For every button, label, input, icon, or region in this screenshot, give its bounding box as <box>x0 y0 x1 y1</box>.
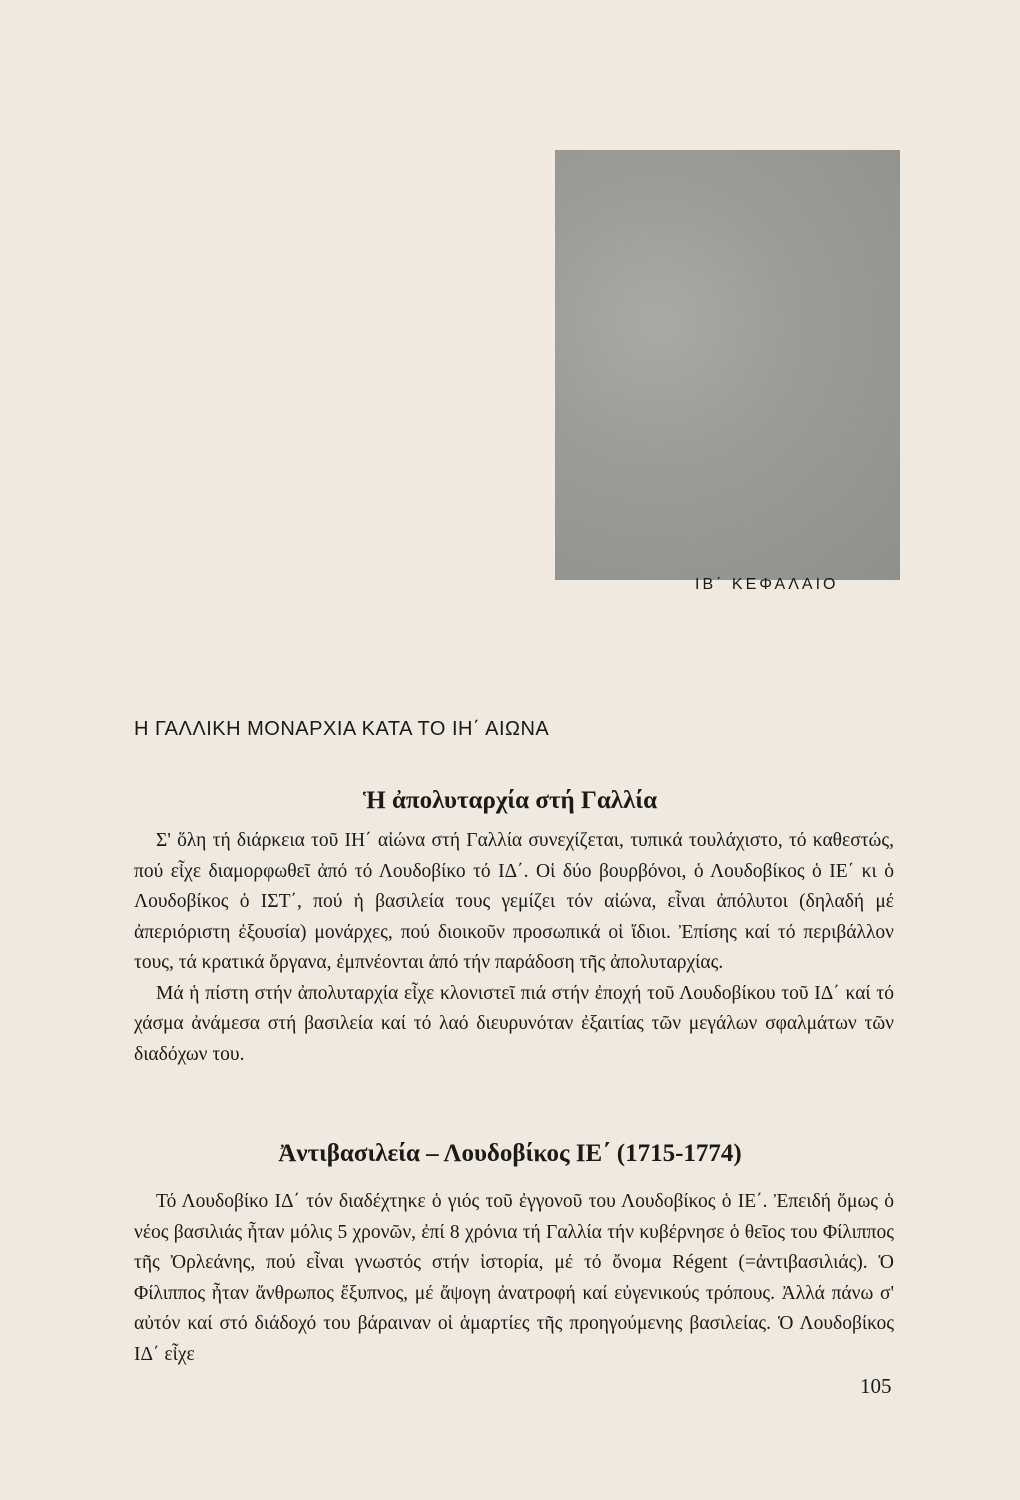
text-block-absolutism <box>134 826 894 1070</box>
page-number: 105 <box>860 1374 892 1398</box>
photo-placeholder <box>555 150 900 580</box>
subheading-regency: Ἀντιβασιλεία – Λουδοβίκος ΙΕ΄ (1715-1774) <box>278 1140 742 1167</box>
paragraph: Τό Λουδοβίκο ΙΔ΄ τόν διαδέχτηκε ὁ γιός τοῦ ἐγγονοῦ του Λουδοβίκος ὁ ΙΕ΄. Ἐπειδή ὅμως ὁ νέος βασιλιάς ἦταν μόλις 5 χρονῶν, ἐπί 8 χρόνια τή Γαλλία τήν κυβέρνησε ὁ θεῖος του Φίλιππος τῆς Ὀρλεάνης, πού εἶναι γνωστός στήν ἱστορία, μέ τό ὄνομα Régent (=ἀντιβασιλιάς). Ὁ Φίλιππος ἦταν ἄνθρωπος ἔξυπνος, μέ ἄψογη ἀνατροφή καί εὐγενικούς τρόπους. Ἀλλά πάνω σ' αὐτόν καί στό διάδοχό του βάραιναν οἱ ἁμαρτίες τῆς προηγούμενης βασιλείας. Ὁ Λουδοβίκος ΙΔ΄ εἶχε <box>134 1191 894 1365</box>
paragraph: Σ' ὅλη τή διάρκεια τοῦ ΙΗ΄ αἰώνα στή Γαλλία συνεχίζεται, τυπικά τουλάχιστο, τό καθεστώς, πού εἶχε διαμορφωθεῖ ἀπό τό Λουδοβίκο τό ΙΔ΄. Οἱ δύο βουρβόνοι, ὁ Λουδοβίκος ὁ ΙΕ΄ κι ὁ Λουδοβίκος ὁ ΙΣΤ΄, πού ἡ βασιλεία τους γεμίζει τόν αἰώνα, εἶναι ἀπόλυτοι (δηλαδή μέ ἀπεριόριστη ἐξουσία) μονάρχες, πού διοικοῦν προσωπικά οἱ ἴδιοι. Ἐπίσης καί τό περιβάλλον τους, τά κρατικά ὄργανα, ἐμπνέονται ἀπό τήν παράδοση τῆς ἀπολυταρχίας. <box>134 830 894 973</box>
paragraph: Μά ἡ πίστη στήν ἀπολυταρχία εἶχε κλονιστεῖ πιά στήν ἐποχή τοῦ Λουδοβίκου τοῦ ΙΔ΄ καί τό χάσμα ἀνάμεσα στή βασιλεία καί τό λαό διευρυνόταν ἐξαιτίας τῶν μεγάλων σφαλμάτων τῶν διαδόχων του. <box>134 982 894 1065</box>
text-block-regency <box>134 1187 894 1370</box>
section-title: Η ΓΑΛΛΙΚΗ ΜΟΝΑΡΧΙΑ ΚΑΤΑ ΤΟ ΙΗ΄ ΑΙΩΝΑ <box>134 718 550 740</box>
chapter-label: ΙΒ΄ ΚΕΦΑΛΑΙΟ <box>695 576 839 593</box>
subheading-absolutism: Ἡ ἀπολυταρχία στή Γαλλία <box>362 787 658 814</box>
